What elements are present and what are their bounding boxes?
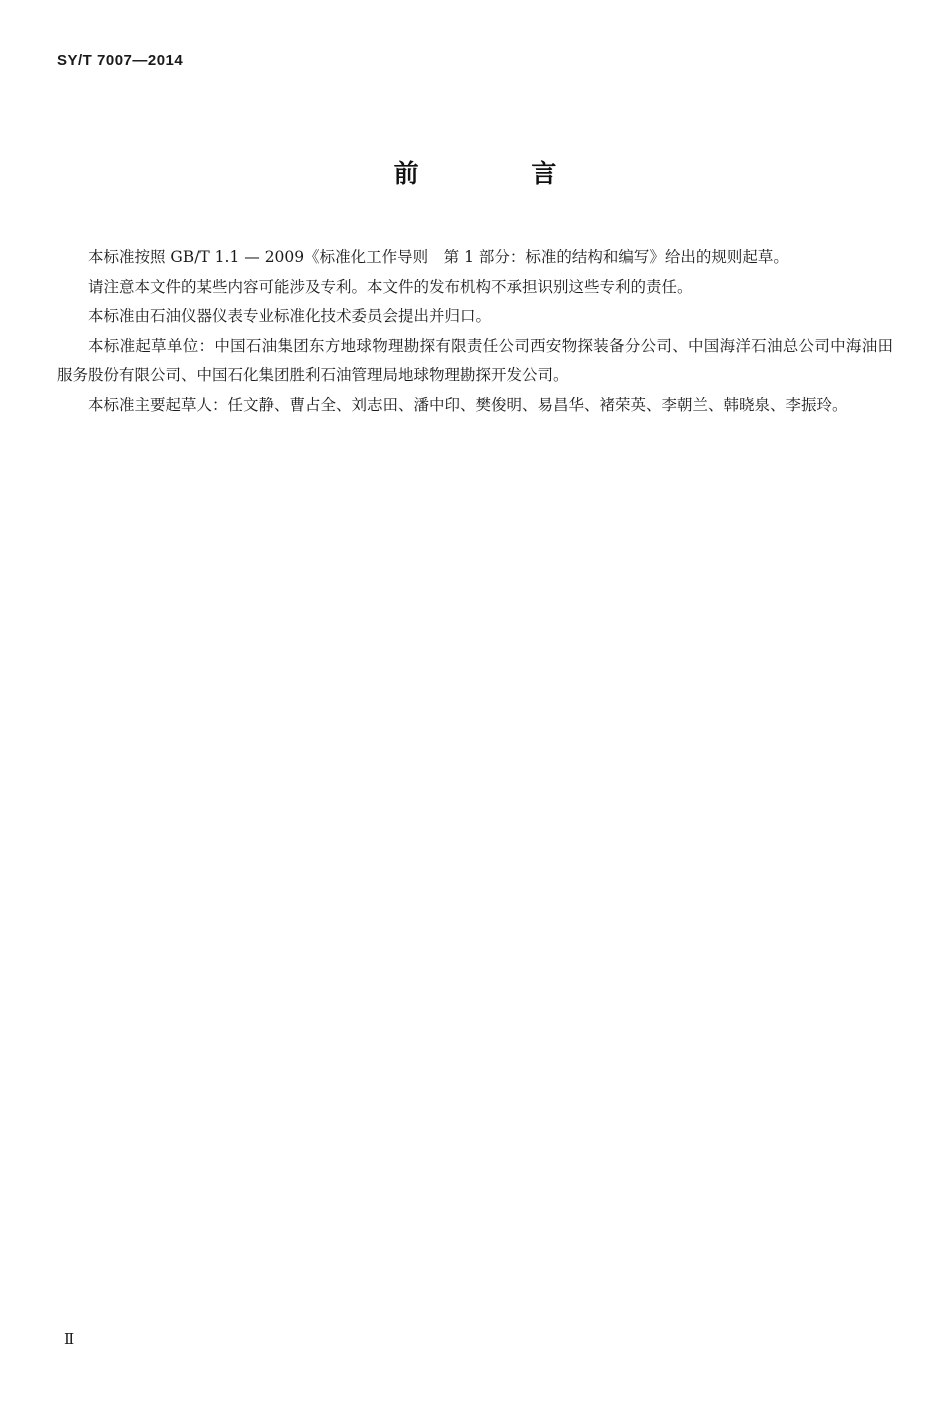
standard-code-header: SY/T 7007—2014 bbox=[57, 52, 184, 69]
foreword-body bbox=[57, 243, 893, 420]
paragraph-drafters: 本标准主要起草人：任文静、曹占全、刘志田、潘中印、樊俊明、易昌华、褚荣英、李朝兰、韩晓泉、李振玲。 bbox=[88, 395, 848, 414]
page-title: 前 言 bbox=[393, 159, 609, 188]
paragraph-drafting-rules: 本标准按照 GB/T 1.1 — 2009《标准化工作导则 第 1 部分：标准的结构和编写》给出的规则起草。 bbox=[88, 248, 789, 266]
paragraph-patent-notice: 请注意本文件的某些内容可能涉及专利。本文件的发布机构不承担识别这些专利的责任。 bbox=[88, 277, 693, 296]
paragraph-proposer: 本标准由石油仪器仪表专业标准化技术委员会提出并归口。 bbox=[88, 307, 492, 325]
paragraph-drafting-units: 本标准起草单位：中国石油集团东方地球物理勘探有限责任公司西安物探装备分公司、中国海洋石油总公司中海油田服务股份有限公司、中国石化集团胜利石油管理局地球物理勘探开发公司。 bbox=[57, 336, 893, 384]
page-number: Ⅱ bbox=[64, 1330, 75, 1348]
